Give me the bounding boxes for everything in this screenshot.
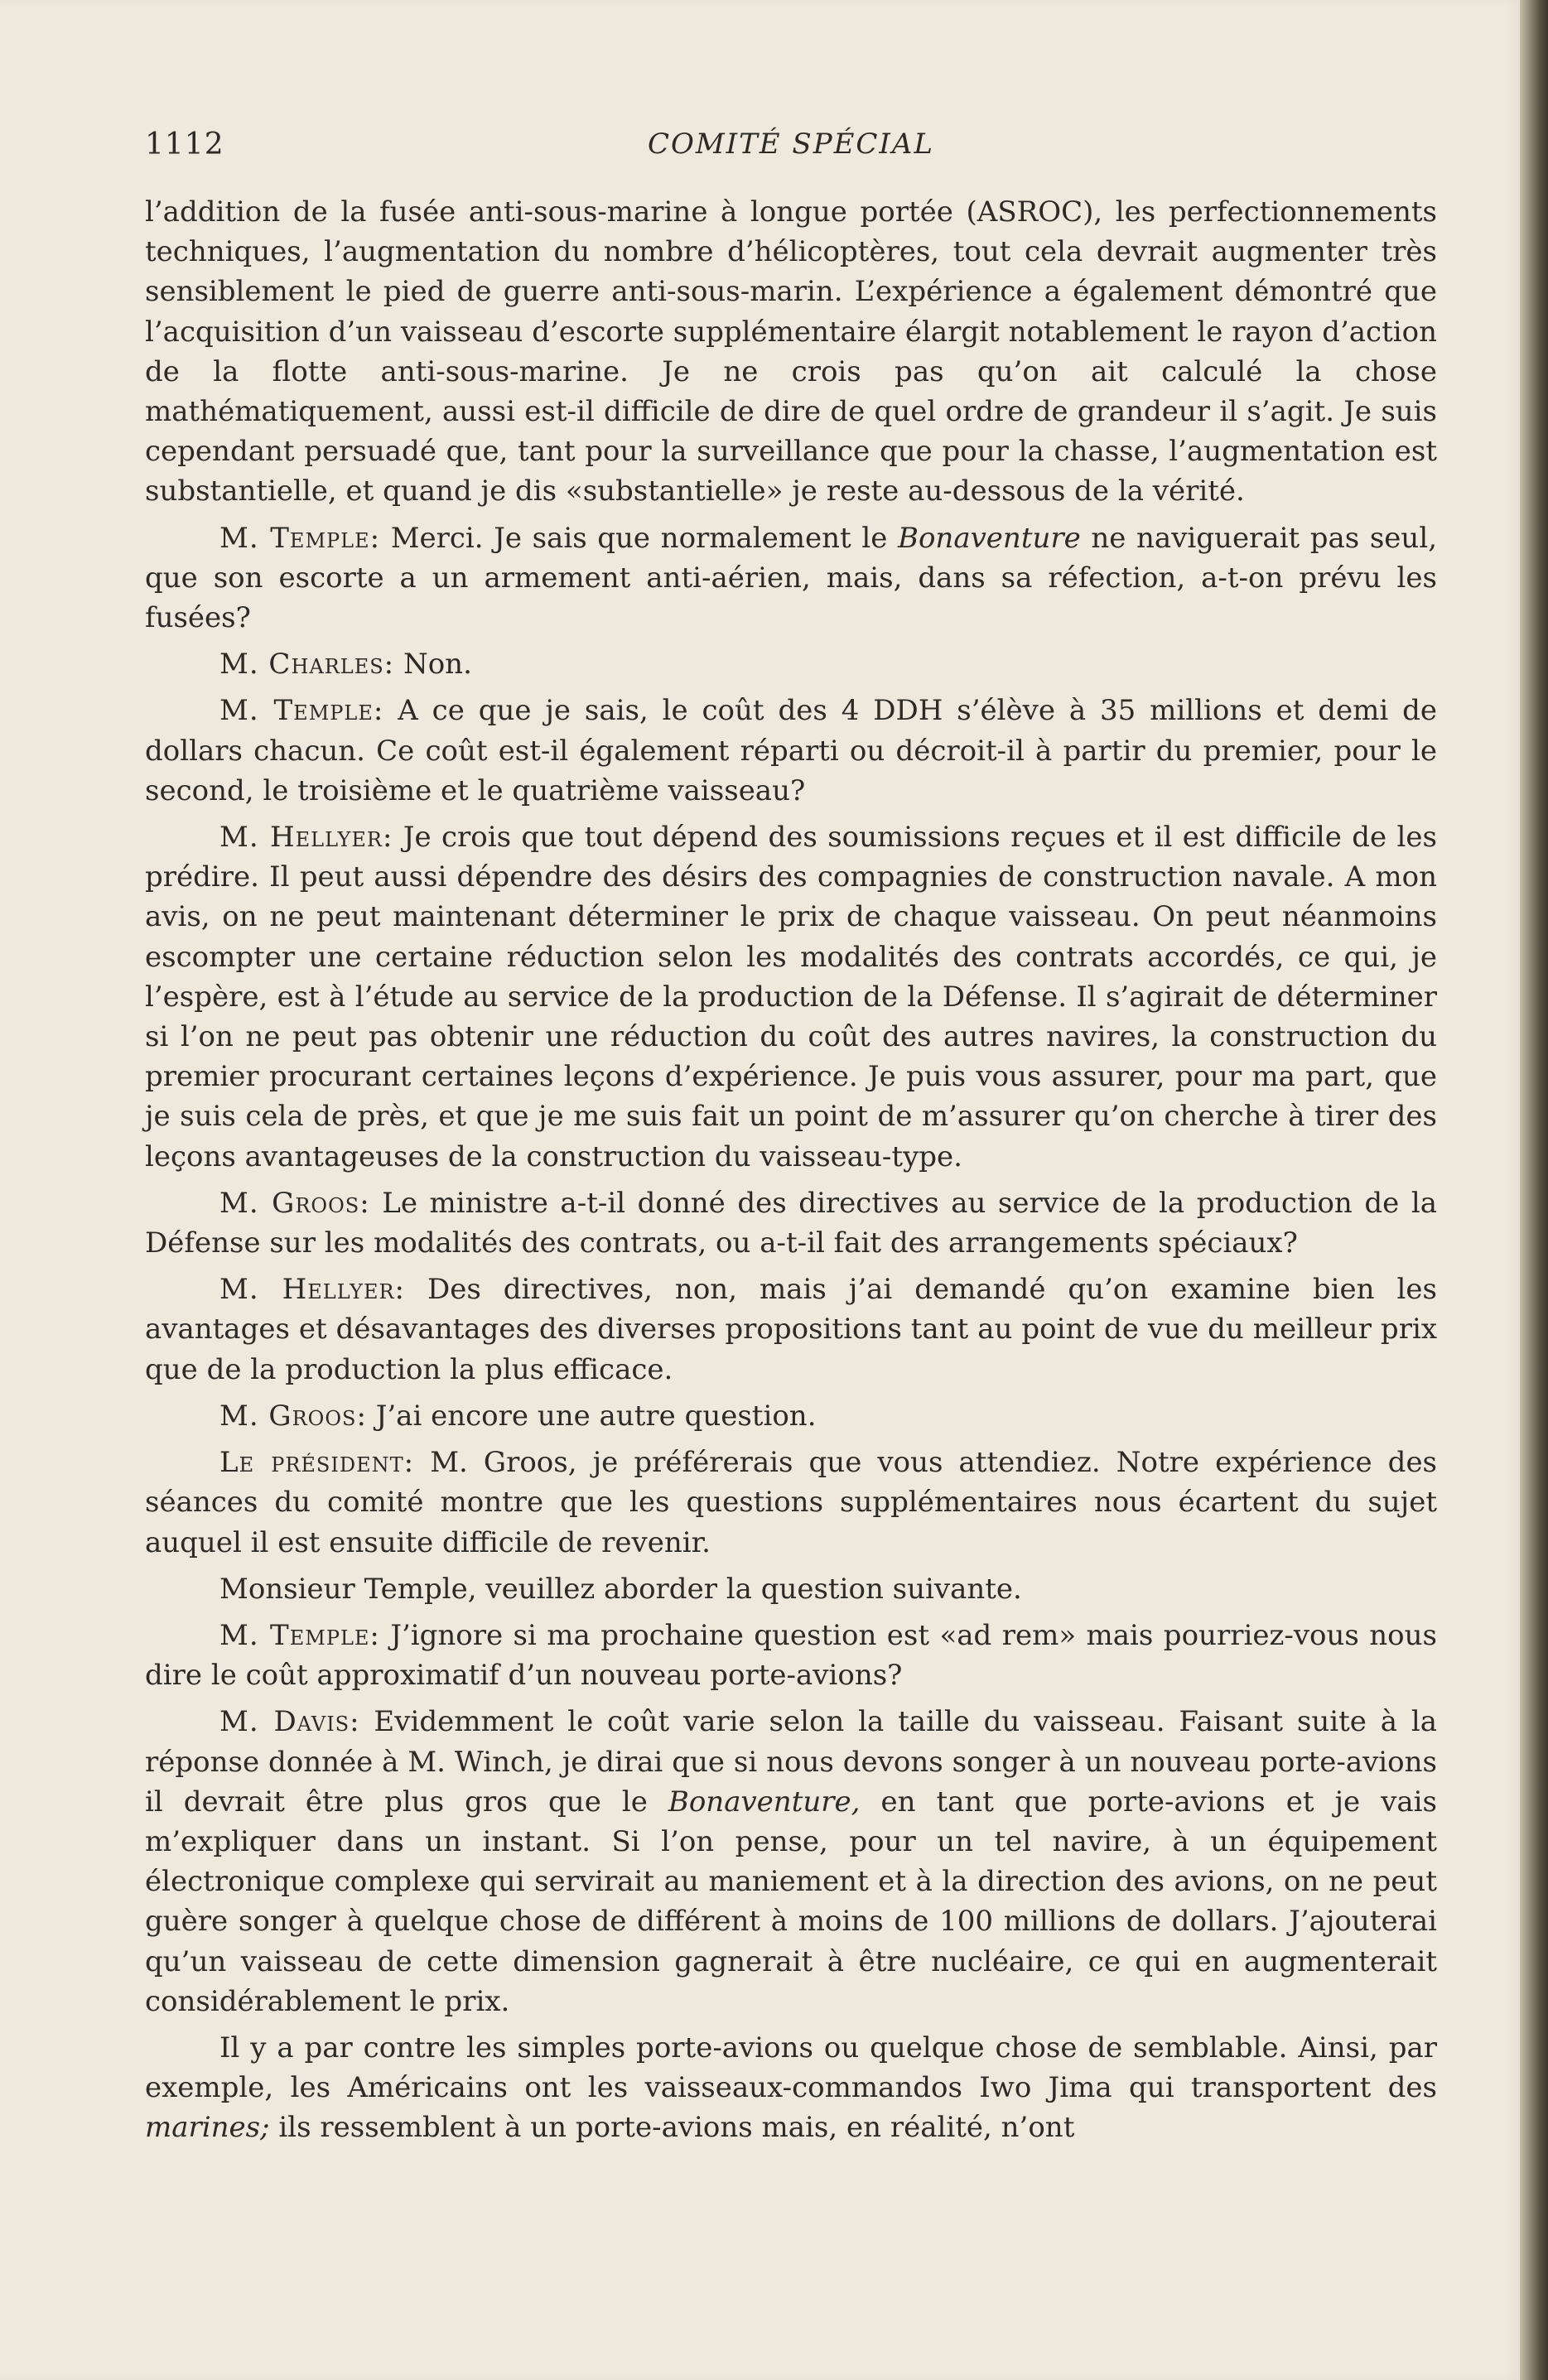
paragraph [145, 518, 1437, 638]
speaker-name: M. Temple: [219, 1618, 380, 1652]
paragraph-text: A ce que je sais, le coût des 4 DDH s’élève à 35 millions et demi de dollars chacun. Ce coût est-il également réparti ou décroit-il à partir du premier, pour le second, le troisième et le quatrième vaisseau? [145, 694, 1437, 807]
speaker-name: M. Hellyer: [219, 821, 393, 855]
paragraph-text: en tant que porte-avions et je vais m’expliquer dans un instant. Si l’on pense, pour un tel navire, à un équipement électronique complexe qui servirait au maniement et à la direction des avions, on ne peut guère songer à quelque chose de différent à moins de 100 millions de dollars. J’ajouterai qu’un vaisseau de cette dimension gagnerait à être nucléaire, ce qui en augmenterait considérablement le prix. [145, 1785, 1437, 2018]
paragraph-text: l’addition de la fusée anti-sous-marine à longue portée (ASROC), les perfectionnements techniques, l’augmentation du nombre d’hélicoptères, tout cela devrait augmenter très sensiblement le pied de guerre anti-sous-marin. L’expérience a également démontré que l’acquisition d’un vaisseau d’escorte supplémentaire élargit notablement le rayon d’action de la flotte anti-sous-marine. Je ne crois pas qu’on ait calculé la chose mathématiquement, aussi est-il difficile de dire de quel ordre de grandeur il s’agit. Je suis cependant persuadé que, tant pour la surveillance que pour la chasse, l’augmentation est substantielle, et quand je dis «substantielle» je reste au-dessous de la vérité. [145, 195, 1437, 508]
paragraph [145, 644, 1437, 684]
paragraph-text: ne naviguerait pas seul, que son escorte a un armement anti-aérien, mais, dans sa réfection, a-t-on prévu les fusées? [145, 521, 1437, 635]
paragraph [145, 1269, 1437, 1390]
speaker-name: M. Groos: [219, 1186, 370, 1220]
paragraph-text: Je crois que tout dépend des soumissions reçues et il est difficile de les prédire. Il peut aussi dépendre des désirs des compagnies de construction navale. A mon avis, on ne peut maintenant déterminer le prix de chaque vaisseau. On peut néanmoins escompter une certaine réduction selon les modalités des contrats accordés, ce qui, je l’espère, est à l’étude au service de la production de la Défense. Il s’agirait de déterminer si l’on ne peut pas obtenir une réduction du coût des autres navires, la construction du premier procurant certaines leçons d’expérience. Je puis vous assurer, pour ma part, que je suis cela de près, et que je me suis fait un point de m’assurer qu’on cherche à tirer des leçons avantageuses de la construction du vaisseau-type. [145, 821, 1438, 1173]
paragraph-text: Evidemment le coût varie selon la taille du vaisseau. Faisant suite à la réponse donnée à M. Winch, je dirai que si nous devons songer à un nouveau porte-avions il devrait être plus gros que le [145, 1705, 1437, 1819]
speaker-name: M. Groos: [219, 1399, 367, 1433]
running-title: COMITÉ SPÉCIAL [647, 128, 934, 161]
speaker-name: M. Hellyer: [219, 1273, 405, 1307]
paragraph [145, 817, 1437, 1177]
paragraph-text: Merci. Je sais que normalement le [380, 521, 898, 555]
speaker-name: M. Charles: [219, 648, 395, 682]
italic-term: marines; [145, 2111, 270, 2145]
speaker-name: M. Temple: [219, 694, 384, 728]
paragraph-text: Des directives, non, mais j’ai demandé qu’on examine bien les avantages et désavantages des diverses propositions tant au point de vue du meilleur prix que de la production la plus efficace. [145, 1273, 1437, 1386]
paragraph-text: J’ai encore une autre question. [366, 1399, 817, 1433]
paragraph [145, 192, 1437, 512]
paragraph-text: M. Groos, je préférerais que vous attendiez. Notre expérience des séances du comité montre que les questions supplémentaires nous écartent du sujet auquel il est ensuite difficile de revenir. [145, 1446, 1438, 1559]
paragraph [145, 1616, 1437, 1695]
paragraph-text: Non. [394, 648, 472, 682]
ship-name: Bonaventure, [668, 1785, 861, 1819]
speaker-name: M. Temple: [219, 521, 381, 555]
page-header [145, 123, 1437, 169]
paragraph-text: J’ignore si ma prochaine question est «ad rem» mais pourriez-vous nous dire le coût approximatif d’un nouveau porte-avions? [145, 1618, 1437, 1693]
page-number: 1112 [145, 128, 224, 161]
paragraph [145, 1443, 1437, 1563]
paragraph [145, 1702, 1437, 2021]
paragraph-text: Monsieur Temple, veuillez aborder la question suivante. [219, 1572, 1022, 1606]
body-text [145, 192, 1437, 2155]
paragraph-text: ils ressemblent à un porte-avions mais, en réalité, n’ont [269, 2111, 1075, 2145]
speaker-name: M. Davis: [219, 1705, 360, 1739]
paragraph [145, 691, 1437, 811]
speaker-name: Le président: [219, 1446, 415, 1480]
ship-name: Bonaventure [897, 521, 1081, 555]
paragraph [145, 1183, 1437, 1263]
paragraph [145, 1569, 1437, 1609]
paragraph [145, 1396, 1437, 1436]
book-binding-edge [1520, 0, 1548, 2380]
paragraph-text: Il y a par contre les simples porte-avions ou quelque chose de semblable. Ainsi, par exemple, les Américains ont les vaisseaux-commandos Iwo Jima qui transportent des [145, 2031, 1437, 2105]
paragraph [145, 2028, 1437, 2148]
paragraph-text: Le ministre a-t-il donné des directives au service de la production de la Défense sur les modalités des contrats, ou a-t-il fait des arrangements spéciaux? [145, 1186, 1437, 1260]
